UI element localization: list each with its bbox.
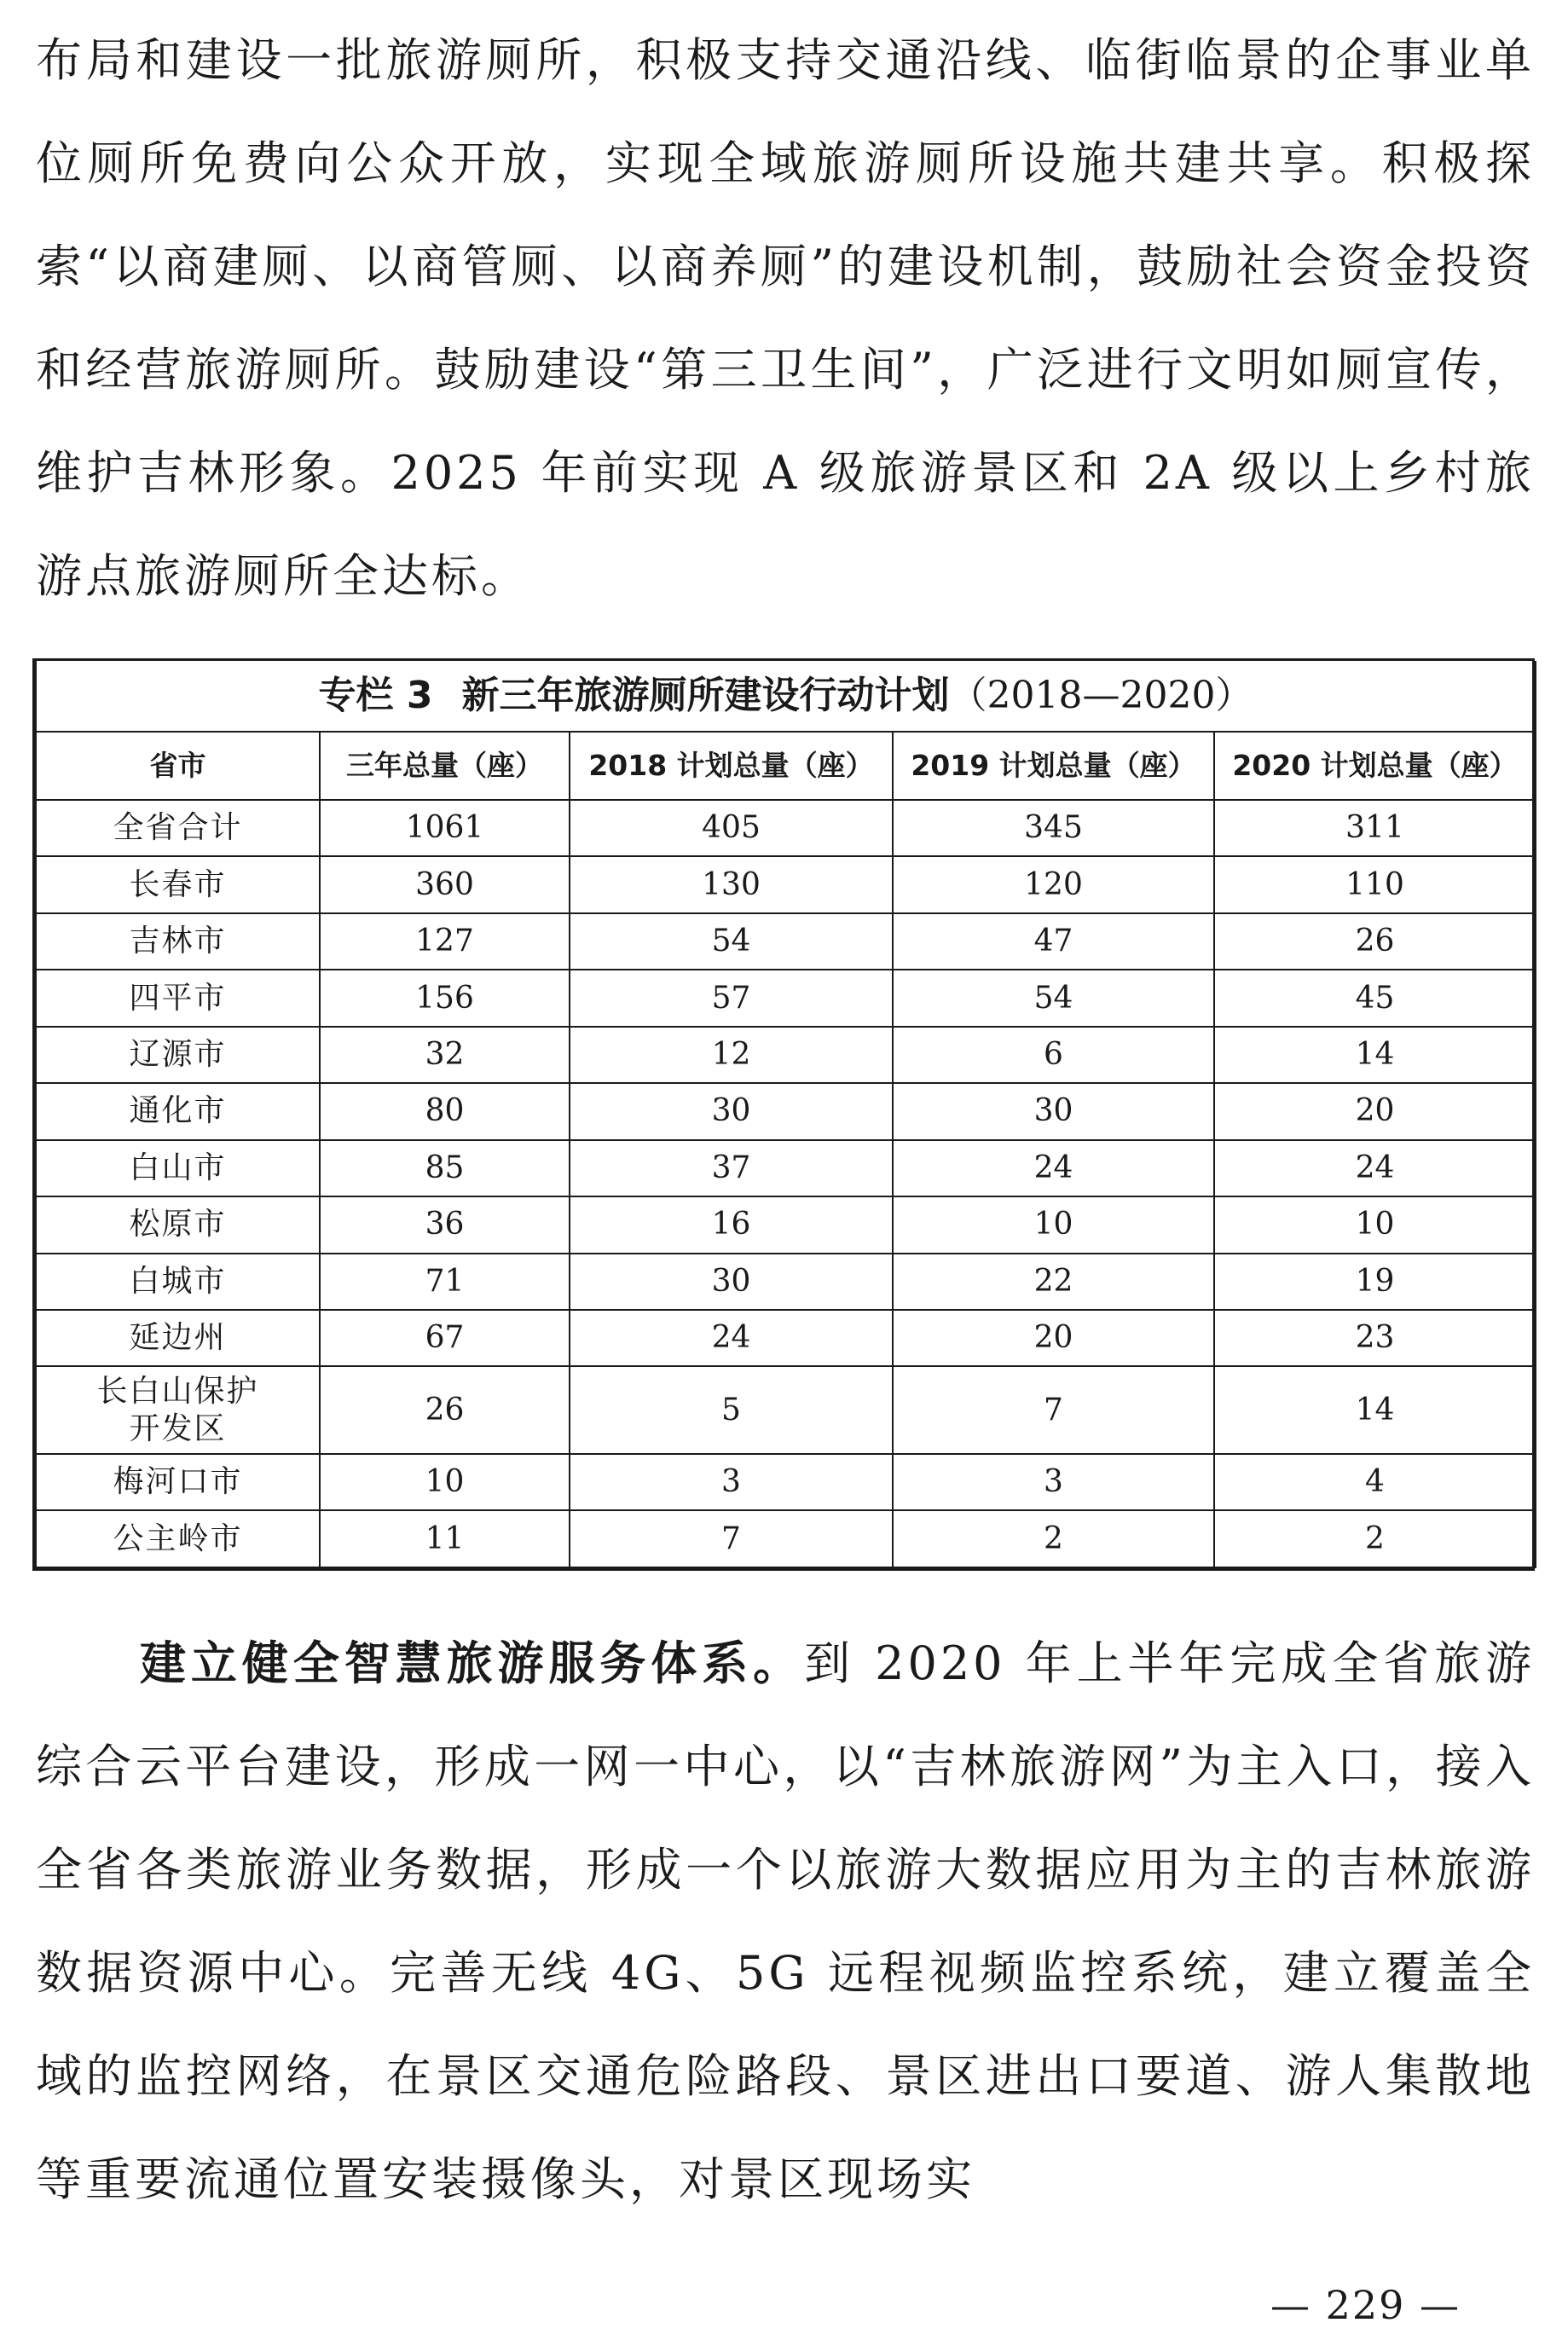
caption-label: 专栏 3 [318, 674, 433, 717]
cell-total: 26 [320, 1366, 570, 1454]
cell-2020: 14 [1214, 1366, 1536, 1454]
table-row [36, 1083, 1536, 1139]
cell-total: 71 [320, 1254, 570, 1310]
table-row [36, 1510, 1536, 1567]
table-row [36, 1196, 1536, 1253]
cell-region: 白山市 [36, 1140, 320, 1196]
table-row [36, 1254, 1536, 1310]
header-2020-plan: 2020 计划总量（座） [1214, 732, 1536, 800]
cell-total: 36 [320, 1196, 570, 1253]
table-row [36, 913, 1536, 970]
table-caption [36, 661, 1536, 732]
caption-title: 新三年旅游厕所建设行动计划 [461, 674, 950, 717]
cell-region: 长白山保护开发区 [36, 1366, 320, 1454]
cell-2019: 47 [893, 913, 1214, 970]
cell-region: 通化市 [36, 1083, 320, 1139]
paragraph-top: 布局和建设一批旅游厕所，积极支持交通沿线、临街临景的企事业单位厕所免费向公众开放，实现全域旅游厕所设施共建共享。积极探索“以商建厕、以商管厕、以商养厕”的建设机制，鼓励社会资金投资和经营旅游厕所。鼓励建设“第三卫生间”，广泛进行文明如厕宣传，维护吉林形象。2025 年前实现 A 级旅游景区和 2A 级以上乡村旅游点旅游厕所全达标。 [36, 33, 1535, 603]
cell-2018: 12 [570, 1027, 893, 1083]
table-row [36, 1027, 1536, 1083]
cell-2018: 7 [570, 1510, 893, 1567]
cell-total: 67 [320, 1310, 570, 1366]
cell-2018: 24 [570, 1310, 893, 1366]
cell-2019: 3 [893, 1454, 1214, 1510]
cell-2018: 5 [570, 1366, 893, 1454]
cell-region: 松原市 [36, 1196, 320, 1253]
paragraph-lead-heading: 建立健全智慧旅游服务体系。 [140, 1636, 805, 1690]
header-region: 省市 [36, 732, 320, 800]
cell-region: 白城市 [36, 1254, 320, 1310]
cell-2020: 4 [1214, 1454, 1536, 1510]
cell-total: 32 [320, 1027, 570, 1083]
cell-2018: 3 [570, 1454, 893, 1510]
cell-total: 360 [320, 856, 570, 912]
cell-2019: 6 [893, 1027, 1214, 1083]
cell-region: 梅河口市 [36, 1454, 320, 1510]
cell-2020: 14 [1214, 1027, 1536, 1083]
cell-2019: 54 [893, 970, 1214, 1026]
cell-2020: 45 [1214, 970, 1536, 1026]
cell-2020: 19 [1214, 1254, 1536, 1310]
header-three-year-total: 三年总量（座） [320, 732, 570, 800]
cell-2020: 23 [1214, 1310, 1536, 1366]
cell-total: 156 [320, 970, 570, 1026]
header-2019-plan: 2019 计划总量（座） [893, 732, 1214, 800]
table-row [36, 1310, 1536, 1366]
cell-2019: 22 [893, 1254, 1214, 1310]
table-row [36, 1366, 1536, 1454]
table-row [36, 1454, 1536, 1510]
cell-2018: 54 [570, 913, 893, 970]
cell-2018: 405 [570, 800, 893, 856]
paragraph-bottom [36, 1612, 1535, 2231]
cell-region: 公主岭市 [36, 1510, 320, 1567]
cell-2019: 10 [893, 1196, 1214, 1253]
cell-2019: 7 [893, 1366, 1214, 1454]
cell-total: 10 [320, 1454, 570, 1510]
table-row [36, 800, 1536, 856]
cell-region: 全省合计 [36, 800, 320, 856]
cell-region: 延边州 [36, 1310, 320, 1366]
cell-total: 11 [320, 1510, 570, 1567]
cell-region: 辽源市 [36, 1027, 320, 1083]
cell-2019: 345 [893, 800, 1214, 856]
toilet-plan-table [32, 658, 1535, 1571]
cell-2020: 2 [1214, 1510, 1536, 1567]
caption-period: （2018—2020） [949, 674, 1253, 717]
cell-2018: 130 [570, 856, 893, 912]
table-row [36, 1140, 1536, 1196]
cell-total: 85 [320, 1140, 570, 1196]
page-number: — 229 — [1270, 2282, 1461, 2328]
cell-2020: 10 [1214, 1196, 1536, 1253]
cell-region: 吉林市 [36, 913, 320, 970]
cell-2019: 30 [893, 1083, 1214, 1139]
cell-2019: 24 [893, 1140, 1214, 1196]
cell-2018: 37 [570, 1140, 893, 1196]
cell-2018: 57 [570, 970, 893, 1026]
table-row [36, 856, 1536, 912]
cell-2018: 30 [570, 1083, 893, 1139]
cell-region: 四平市 [36, 970, 320, 1026]
cell-total: 1061 [320, 800, 570, 856]
cell-2020: 311 [1214, 800, 1536, 856]
table-row [36, 970, 1536, 1026]
cell-total: 127 [320, 913, 570, 970]
cell-2020: 20 [1214, 1083, 1536, 1139]
cell-2018: 16 [570, 1196, 893, 1253]
paragraph-bottom-text: 到 2020 年上半年完成全省旅游综合云平台建设，形成一网一中心，以“吉林旅游网”为主入口，接入全省各类旅游业务数据，形成一个以旅游大数据应用为主的吉林旅游数据资源中心。完善无线 4G、5G 远程视频监控系统，建立覆盖全域的监控网络，在景区交通危险路段、景区进出口要道、游人集散地等重要流通位置安装摄像头，对景区现场实 [36, 1636, 1536, 2206]
cell-2019: 120 [893, 856, 1214, 912]
cell-2020: 24 [1214, 1140, 1536, 1196]
cell-2018: 30 [570, 1254, 893, 1310]
cell-total: 80 [320, 1083, 570, 1139]
cell-2019: 2 [893, 1510, 1214, 1567]
header-2018-plan: 2018 计划总量（座） [570, 732, 893, 800]
cell-region: 长春市 [36, 856, 320, 912]
cell-2020: 26 [1214, 913, 1536, 970]
cell-2020: 110 [1214, 856, 1536, 912]
cell-2019: 20 [893, 1310, 1214, 1366]
